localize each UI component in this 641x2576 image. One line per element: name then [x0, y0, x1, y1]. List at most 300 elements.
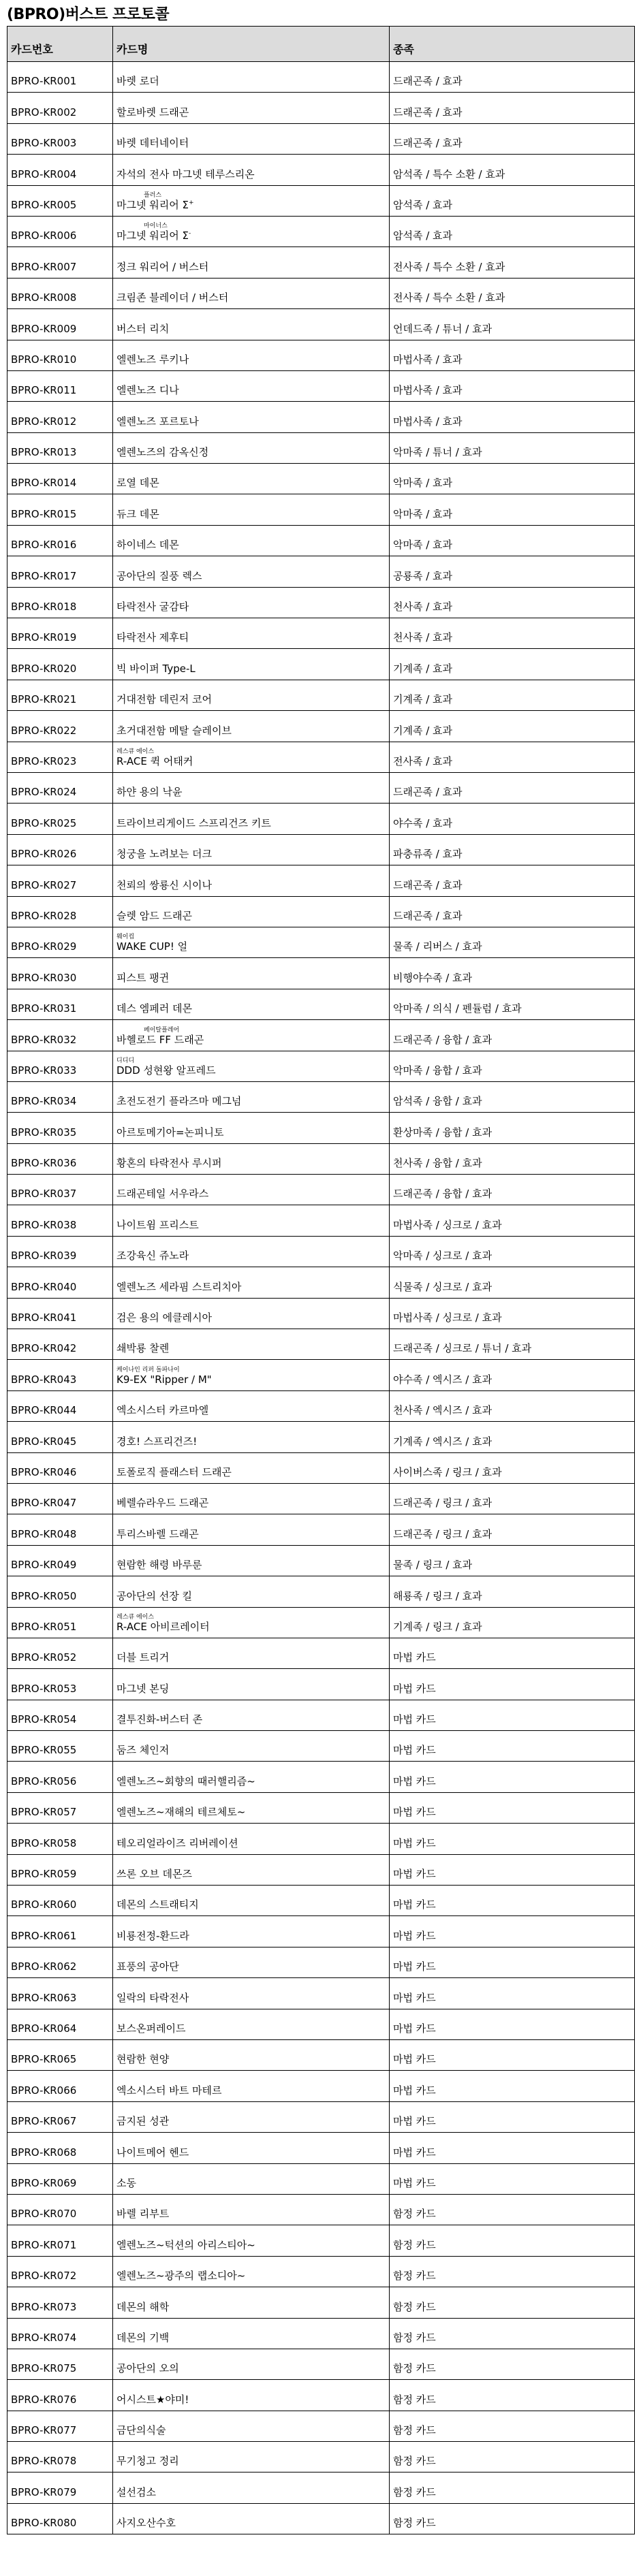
card-name-text: 공아단의 선장 킬 [116, 1589, 192, 1602]
card-number-cell: BPRO-KR060 [7, 1886, 113, 1916]
card-name-text: 피스트 팽귄 [116, 971, 170, 984]
card-type-cell: 마법 카드 [390, 2133, 635, 2163]
card-type-cell: 파충류족 / 효과 [390, 834, 635, 865]
card-name-cell [113, 1390, 390, 1421]
card-name-cell [113, 1886, 390, 1916]
card-name-cell [113, 1545, 390, 1576]
card-name-text: 엘렌노즈~재해의 테르체토~ [116, 1806, 246, 1819]
table-row [7, 1916, 635, 1947]
card-type-cell: 마법사족 / 효과 [390, 370, 635, 401]
card-type-cell: 기계족 / 링크 / 효과 [390, 1607, 635, 1638]
card-name-cell [113, 1669, 390, 1700]
card-name-cell [113, 1607, 390, 1638]
table-row [7, 834, 635, 865]
table-row [7, 1576, 635, 1607]
table-row [7, 711, 635, 742]
card-number-cell: BPRO-KR020 [7, 649, 113, 680]
card-name-text: 설선검소 [116, 2485, 156, 2498]
table-row [7, 1638, 635, 1668]
card-number-cell: BPRO-KR062 [7, 1947, 113, 1977]
card-name-cell [113, 1236, 390, 1267]
card-number-cell: BPRO-KR031 [7, 989, 113, 1019]
card-type-cell: 마법 카드 [390, 2071, 635, 2101]
card-name-cell [113, 2472, 390, 2503]
card-type-cell: 함정 카드 [390, 2194, 635, 2225]
card-type-cell: 드래곤족 / 융합 / 효과 [390, 1175, 635, 1205]
card-name-cell [113, 834, 390, 865]
card-name-text: 데스 엠페러 데몬 [116, 1002, 192, 1015]
card-number-cell: BPRO-KR066 [7, 2071, 113, 2101]
card-name-cell [113, 2225, 390, 2256]
table-row [7, 1514, 635, 1545]
card-name-text: 아르토메기아=논피니토 [116, 1126, 224, 1139]
card-number-cell: BPRO-KR051 [7, 1607, 113, 1638]
table-row [7, 1390, 635, 1421]
table-row [7, 2194, 635, 2225]
card-name-text: 보스온퍼레이드 [116, 2022, 186, 2035]
card-type-cell: 마법 카드 [390, 1731, 635, 1762]
card-number-cell: BPRO-KR069 [7, 2163, 113, 2194]
card-name-text: R-ACE 퀵 어태커 [116, 754, 193, 767]
card-type-cell: 기계족 / 효과 [390, 649, 635, 680]
card-number-cell: BPRO-KR053 [7, 1669, 113, 1700]
card-number-cell: BPRO-KR035 [7, 1113, 113, 1143]
card-name-text: 결투진화-버스터 존 [116, 1713, 203, 1726]
card-name-cell [113, 1051, 390, 1081]
card-type-cell: 야수족 / 엑시즈 / 효과 [390, 1360, 635, 1390]
card-number-cell: BPRO-KR059 [7, 1854, 113, 1885]
table-row [7, 2287, 635, 2318]
card-type-cell: 전사족 / 특수 소환 / 효과 [390, 278, 635, 308]
card-name-cell [113, 1483, 390, 1514]
card-number-cell: BPRO-KR049 [7, 1545, 113, 1576]
table-row [7, 309, 635, 340]
card-type-cell: 마법 카드 [390, 2009, 635, 2039]
card-type-cell: 드래곤족 / 싱크로 / 튜너 / 효과 [390, 1329, 635, 1360]
card-number-cell: BPRO-KR015 [7, 494, 113, 525]
card-name-cell [113, 1638, 390, 1668]
card-name-text: 엑소시스터 카르마엘 [116, 1404, 209, 1417]
card-name-cell [113, 1360, 390, 1390]
card-number-cell: BPRO-KR021 [7, 680, 113, 710]
card-name-text: 엘렌노즈 포르토나 [116, 415, 199, 428]
card-type-cell: 공룡족 / 효과 [390, 556, 635, 587]
card-number-cell: BPRO-KR029 [7, 927, 113, 957]
card-name-cell [113, 278, 390, 308]
card-number-cell: BPRO-KR023 [7, 742, 113, 772]
card-type-cell: 마법 카드 [390, 1669, 635, 1700]
table-row [7, 1669, 635, 1700]
card-name-text: 초전도전기 플라즈마 메그넘 [116, 1095, 242, 1108]
card-type-cell: 마법사족 / 효과 [390, 402, 635, 432]
card-type-cell: 마법 카드 [390, 1792, 635, 1823]
card-number-cell: BPRO-KR009 [7, 309, 113, 340]
card-name-cell [113, 772, 390, 803]
card-type-cell: 드래곤족 / 효과 [390, 772, 635, 803]
card-name-text: 쓰론 오브 데몬즈 [116, 1868, 192, 1881]
table-row [7, 1978, 635, 2009]
card-number-cell: BPRO-KR030 [7, 958, 113, 989]
card-type-cell: 함정 카드 [390, 2287, 635, 2318]
card-name-cell [113, 1020, 390, 1051]
card-number-cell: BPRO-KR057 [7, 1792, 113, 1823]
table-row [7, 556, 635, 587]
card-number-cell: BPRO-KR006 [7, 216, 113, 247]
card-type-cell: 드래곤족 / 효과 [390, 123, 635, 154]
table-body [7, 62, 635, 2534]
card-number-cell: BPRO-KR064 [7, 2009, 113, 2039]
card-name-reading: 레스큐 에이스 [116, 748, 155, 755]
card-name-cell [113, 2133, 390, 2163]
card-name-text: 금지된 성관 [116, 2115, 170, 2128]
table-row [7, 742, 635, 772]
card-name-cell [113, 2256, 390, 2287]
table-row [7, 958, 635, 989]
card-name-cell [113, 804, 390, 834]
card-name-text: 타락전사 제후티 [116, 631, 189, 644]
card-type-cell: 드래곤족 / 링크 / 효과 [390, 1483, 635, 1514]
card-type-cell: 마법 카드 [390, 1700, 635, 1730]
card-type-cell: 해룡족 / 링크 / 효과 [390, 1576, 635, 1607]
card-name-text: 바렐 리부트 [116, 2208, 170, 2221]
card-type-cell: 마법 카드 [390, 1854, 635, 1885]
table-row [7, 2225, 635, 2256]
card-name-cell [113, 309, 390, 340]
card-list-table [7, 26, 635, 2534]
card-name-text: 슬렛 암드 드래곤 [116, 909, 192, 922]
table-row [7, 2349, 635, 2379]
card-name-text: 현람한 현양 [116, 2053, 170, 2066]
table-row [7, 2009, 635, 2039]
card-type-cell: 악마족 / 튜너 / 효과 [390, 432, 635, 463]
table-row [7, 1329, 635, 1360]
card-type-cell: 마법사족 / 싱크로 / 효과 [390, 1205, 635, 1236]
card-number-cell: BPRO-KR044 [7, 1390, 113, 1421]
card-name-reading: 페이탈플레어 [144, 1026, 180, 1034]
card-number-cell: BPRO-KR027 [7, 865, 113, 896]
table-row [7, 402, 635, 432]
card-number-cell: BPRO-KR024 [7, 772, 113, 803]
card-type-cell: 함정 카드 [390, 2472, 635, 2503]
card-name-text: 빅 바이퍼 Type-L [116, 662, 196, 675]
card-type-cell: 식물족 / 싱크로 / 효과 [390, 1267, 635, 1298]
card-name-cell [113, 1175, 390, 1205]
card-name-cell [113, 1081, 390, 1112]
card-type-cell: 기계족 / 효과 [390, 711, 635, 742]
card-name-cell [113, 123, 390, 154]
table-row [7, 804, 635, 834]
card-type-cell: 악마족 / 융합 / 효과 [390, 1051, 635, 1081]
card-type-cell: 물족 / 리버스 / 효과 [390, 927, 635, 957]
card-name-text: 나이트메어 헨드 [116, 2146, 189, 2159]
table-row [7, 216, 635, 247]
card-name-cell [113, 1792, 390, 1823]
card-type-cell: 드래곤족 / 효과 [390, 93, 635, 123]
card-name-cell [113, 649, 390, 680]
card-type-cell: 함정 카드 [390, 2411, 635, 2441]
table-row [7, 1175, 635, 1205]
table-row [7, 155, 635, 185]
card-number-cell: BPRO-KR010 [7, 340, 113, 370]
card-number-cell: BPRO-KR080 [7, 2503, 113, 2534]
card-number-cell: BPRO-KR045 [7, 1422, 113, 1452]
card-name-text: 사지오산수호 [116, 2517, 176, 2530]
card-type-cell: 함정 카드 [390, 2442, 635, 2472]
card-number-cell: BPRO-KR071 [7, 2225, 113, 2256]
card-name-cell [113, 2009, 390, 2039]
card-name-text: 데몬의 해학 [116, 2300, 170, 2313]
card-name-cell [113, 185, 390, 216]
table-row [7, 247, 635, 278]
card-name-cell [113, 340, 390, 370]
card-name-text: 버스터 리치 [116, 322, 170, 335]
table-row [7, 1483, 635, 1514]
card-name-cell [113, 556, 390, 587]
card-name-text: 크림존 블레이더 / 버스터 [116, 291, 229, 304]
card-type-cell: 마법사족 / 싱크로 / 효과 [390, 1298, 635, 1329]
table-row [7, 1700, 635, 1730]
card-name-cell [113, 1576, 390, 1607]
card-name-text: 어시스트★야미! [116, 2393, 189, 2406]
card-number-cell: BPRO-KR037 [7, 1175, 113, 1205]
card-name-text: 청궁을 노려보는 더크 [116, 848, 212, 861]
card-name-text: 검은 용의 에클레시아 [116, 1311, 212, 1324]
card-type-cell: 마법 카드 [390, 2101, 635, 2132]
card-number-cell: BPRO-KR067 [7, 2101, 113, 2132]
card-number-cell: BPRO-KR073 [7, 2287, 113, 2318]
table-row [7, 1792, 635, 1823]
card-name-cell [113, 2380, 390, 2411]
card-type-cell: 드래곤족 / 효과 [390, 865, 635, 896]
card-name-text: 거대전함 데린저 코어 [116, 693, 212, 706]
card-name-text: 마그넷 본딩 [116, 1682, 170, 1695]
card-type-cell: 마법 카드 [390, 1916, 635, 1947]
card-name-text: 엘렌노즈 디나 [116, 384, 179, 397]
card-number-cell: BPRO-KR072 [7, 2256, 113, 2287]
card-type-cell: 드래곤족 / 효과 [390, 896, 635, 927]
table-row [7, 123, 635, 154]
card-type-cell: 암석족 / 효과 [390, 185, 635, 216]
card-name-text: 베렐슈라우드 드래곤 [116, 1497, 209, 1510]
card-type-cell: 마법 카드 [390, 1762, 635, 1792]
card-name-cell [113, 1824, 390, 1854]
card-name-cell [113, 525, 390, 556]
table-row [7, 2040, 635, 2071]
card-name-cell [113, 1143, 390, 1174]
table-row [7, 370, 635, 401]
card-number-cell: BPRO-KR079 [7, 2472, 113, 2503]
card-type-cell: 악마족 / 의식 / 펜듈럼 / 효과 [390, 989, 635, 1019]
card-type-cell: 함정 카드 [390, 2503, 635, 2534]
card-number-cell: BPRO-KR047 [7, 1483, 113, 1514]
card-name-text: 조강육신 쥬노라 [116, 1250, 189, 1262]
card-number-cell: BPRO-KR011 [7, 370, 113, 401]
card-number-cell: BPRO-KR070 [7, 2194, 113, 2225]
card-name-reading: 플러스 [144, 191, 162, 199]
table-header-row [7, 27, 635, 62]
card-type-cell: 마법 카드 [390, 1886, 635, 1916]
card-name-cell [113, 1298, 390, 1329]
card-name-cell [113, 1854, 390, 1885]
card-name-text: 초거대전함 메탈 슬레이브 [116, 724, 232, 737]
card-name-cell [113, 1205, 390, 1236]
card-number-cell: BPRO-KR056 [7, 1762, 113, 1792]
card-number-cell: BPRO-KR068 [7, 2133, 113, 2163]
card-name-text: 토폴로직 플래스터 드래곤 [116, 1465, 232, 1478]
page-title: (BPRO)버스트 프로토콜 [7, 6, 170, 23]
table-row [7, 1422, 635, 1452]
card-name-cell [113, 1329, 390, 1360]
table-row [7, 649, 635, 680]
card-type-cell: 함정 카드 [390, 2256, 635, 2287]
card-number-cell: BPRO-KR041 [7, 1298, 113, 1329]
card-name-cell [113, 958, 390, 989]
card-name-text: 듀크 데몬 [116, 507, 159, 520]
card-name-cell [113, 1947, 390, 1977]
card-name-cell [113, 2040, 390, 2071]
card-name-cell [113, 2411, 390, 2441]
card-number-cell: BPRO-KR022 [7, 711, 113, 742]
card-name-text: 엘렌노즈~광주의 랩소디아~ [116, 2270, 246, 2283]
card-name-cell [113, 1700, 390, 1730]
card-type-cell: 마법 카드 [390, 2040, 635, 2071]
card-number-cell: BPRO-KR026 [7, 834, 113, 865]
card-name-reading: 케이나인 리퍼 돌파나이 [116, 1366, 180, 1373]
card-name-cell [113, 2318, 390, 2349]
card-name-cell [113, 618, 390, 649]
card-name-text: 공아단의 오의 [116, 2362, 179, 2375]
table-row [7, 1607, 635, 1638]
table-row [7, 896, 635, 927]
card-name-cell [113, 93, 390, 123]
table-row [7, 464, 635, 494]
table-row [7, 772, 635, 803]
card-type-cell: 악마족 / 싱크로 / 효과 [390, 1236, 635, 1267]
card-name-reading: 레스큐 에이스 [116, 1613, 155, 1621]
table-row [7, 2101, 635, 2132]
card-type-cell: 함정 카드 [390, 2225, 635, 2256]
table-row [7, 989, 635, 1019]
card-type-cell: 천사족 / 효과 [390, 587, 635, 618]
card-number-cell: BPRO-KR040 [7, 1267, 113, 1298]
card-name-text: 나이트윔 프리스트 [116, 1218, 199, 1231]
table-row [7, 2256, 635, 2287]
card-type-cell: 전사족 / 특수 소환 / 효과 [390, 247, 635, 278]
card-name-text: 쇄박룡 찰렌 [116, 1342, 170, 1355]
card-name-cell [113, 742, 390, 772]
card-name-text: 엘렌노즈 세라핌 스트리치아 [116, 1280, 242, 1293]
card-name-text: 엘렌노즈~회향의 때러핼리즘~ [116, 1775, 255, 1787]
card-name-text: 데몬의 스트래티지 [116, 1898, 199, 1911]
card-number-cell: BPRO-KR065 [7, 2040, 113, 2071]
card-type-cell: 마법 카드 [390, 2163, 635, 2194]
card-name-superscript: + [188, 199, 194, 206]
card-name-reading: 웨이컵 [116, 934, 135, 941]
card-type-cell: 드래곤족 / 링크 / 효과 [390, 1514, 635, 1545]
card-name-text: 할로바렛 드래곤 [116, 106, 189, 118]
card-name-text: 자석의 전사 마그넷 테루스리온 [116, 168, 255, 180]
card-name-cell [113, 370, 390, 401]
card-type-cell: 기계족 / 효과 [390, 680, 635, 710]
card-name-text: WAKE CUP! 얼 [116, 940, 188, 953]
card-number-cell: BPRO-KR001 [7, 62, 113, 93]
card-type-cell: 암석족 / 융합 / 효과 [390, 1081, 635, 1112]
card-name-cell [113, 155, 390, 185]
card-number-cell: BPRO-KR014 [7, 464, 113, 494]
card-name-text: 바렛 로더 [116, 75, 159, 88]
table-row [7, 2071, 635, 2101]
card-name-text: 무기청고 정리 [116, 2455, 179, 2468]
card-name-text: 비룡전정-환드라 [116, 1929, 189, 1942]
card-number-cell: BPRO-KR033 [7, 1051, 113, 1081]
card-name-cell [113, 2071, 390, 2101]
table-row [7, 1854, 635, 1885]
card-name-cell [113, 1422, 390, 1452]
card-name-text: 바헬로드 FF 드래곤 [116, 1033, 204, 1046]
table-row [7, 927, 635, 957]
card-number-cell: BPRO-KR043 [7, 1360, 113, 1390]
card-name-cell [113, 1267, 390, 1298]
table-row [7, 1113, 635, 1143]
table-row [7, 494, 635, 525]
card-number-cell: BPRO-KR032 [7, 1020, 113, 1051]
card-name-text: 테오리얼라이즈 리버레이션 [116, 1836, 238, 1849]
card-type-cell: 악마족 / 효과 [390, 525, 635, 556]
card-type-cell: 마법사족 / 효과 [390, 340, 635, 370]
table-row [7, 2472, 635, 2503]
card-number-cell: BPRO-KR039 [7, 1236, 113, 1267]
card-type-cell: 암석족 / 효과 [390, 216, 635, 247]
header-card-type: 종족 [390, 27, 635, 62]
card-name-cell [113, 1452, 390, 1483]
card-number-cell: BPRO-KR018 [7, 587, 113, 618]
card-number-cell: BPRO-KR017 [7, 556, 113, 587]
card-name-text: 하이네스 데몬 [116, 539, 179, 552]
card-name-cell [113, 2349, 390, 2379]
card-name-text: 더블 트리거 [116, 1651, 170, 1664]
card-name-text: 하얀 용의 낙윤 [116, 786, 183, 799]
table-row [7, 340, 635, 370]
card-type-cell: 마법 카드 [390, 1978, 635, 2009]
card-number-cell: BPRO-KR002 [7, 93, 113, 123]
card-number-cell: BPRO-KR004 [7, 155, 113, 185]
card-number-cell: BPRO-KR046 [7, 1452, 113, 1483]
card-name-cell [113, 464, 390, 494]
card-name-text: 금단의식술 [116, 2424, 166, 2437]
table-row [7, 93, 635, 123]
card-type-cell: 야수족 / 효과 [390, 804, 635, 834]
table-row [7, 185, 635, 216]
card-name-text: DDD 성현왕 알프레드 [116, 1064, 216, 1077]
table-row [7, 1762, 635, 1792]
card-name-text: 소동 [116, 2176, 136, 2189]
card-name-text: 드래곤테일 서우라스 [116, 1188, 209, 1200]
card-type-cell: 환상마족 / 융합 / 효과 [390, 1113, 635, 1143]
card-type-cell: 천사족 / 엑시즈 / 효과 [390, 1390, 635, 1421]
card-type-cell: 악마족 / 효과 [390, 494, 635, 525]
card-name-cell [113, 1916, 390, 1947]
table-row [7, 1051, 635, 1081]
card-name-text: 마그넷 워리어 Σ [116, 198, 189, 211]
card-name-text: 마그넷 워리어 Σ [116, 229, 189, 242]
card-number-cell: BPRO-KR058 [7, 1824, 113, 1854]
card-number-cell: BPRO-KR028 [7, 896, 113, 927]
card-number-cell: BPRO-KR061 [7, 1916, 113, 1947]
card-name-text: 일락의 타락전사 [116, 1991, 189, 2004]
card-name-cell [113, 927, 390, 957]
card-name-text: 엑소시스터 바트 마테르 [116, 2084, 222, 2097]
table-row [7, 1731, 635, 1762]
